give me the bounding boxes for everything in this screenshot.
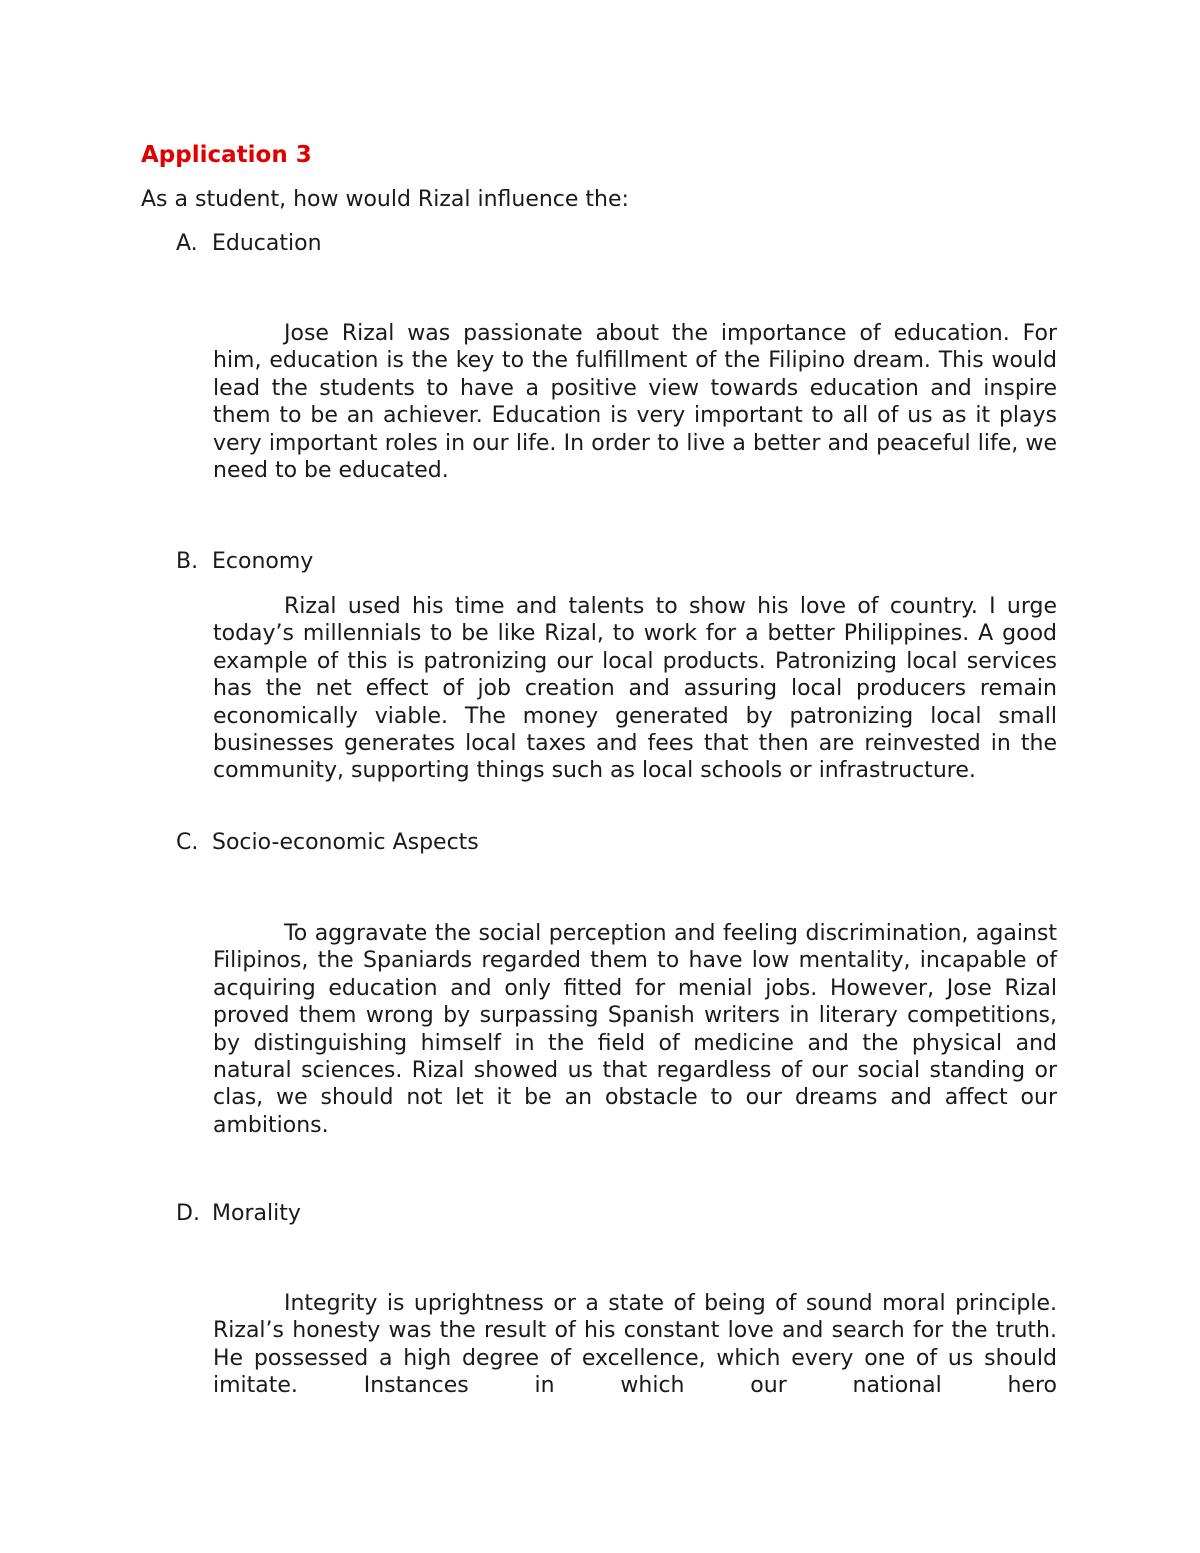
section-title: Socio-economic Aspects xyxy=(212,830,479,855)
section-heading-education xyxy=(176,229,322,259)
section-title: Morality xyxy=(212,1201,301,1226)
document-title: Application 3 xyxy=(141,142,312,168)
section-heading-economy xyxy=(176,547,313,577)
section-heading-socio-economic xyxy=(176,828,479,858)
section-body-socio-economic: To aggravate the social perception and feeling discrimination, against Filipinos, the Spaniards regarded them to have low mentality, incapable of acquiring education and only fitted for menial jobs. However, Jose Rizal proved them wrong by surpassing Spanish writers in literary competitions, by distinguishing himself in the field of medicine and the physical and natural sciences. Rizal showed us that regardless of our social standing or clas, we should not let it be an obstacle to our dreams and affect our ambitions. xyxy=(213,921,1057,1138)
section-body-morality: Integrity is uprightness or a state of being of sound moral principle. Rizal’s honesty was the result of his constant love and search for the truth. He possessed a high degree of excellence, which every one of us should imitate. Instances in which our national hero xyxy=(213,1291,1057,1399)
section-letter: D. xyxy=(176,1201,200,1226)
section-title: Economy xyxy=(212,549,314,574)
question-prompt: As a student, how would Rizal influence the: xyxy=(141,187,629,212)
section-letter: C. xyxy=(176,830,199,855)
section-body-economy: Rizal used his time and talents to show his love of country. I urge today’s millennials to be like Rizal, to work for a better Philippines. A good example of this is patronizing our local products. Patronizing local services has the net effect of job creation and assuring local producers remain economically viable. The money generated by patronizing local small businesses generates local taxes and fees that then are reinvested in the community, supporting things such as local schools or infrastructure. xyxy=(213,594,1057,784)
section-heading-morality xyxy=(176,1199,301,1229)
section-title: Education xyxy=(212,231,322,256)
section-letter: B. xyxy=(176,549,199,574)
section-letter: A. xyxy=(176,231,198,256)
section-body-education: Jose Rizal was passionate about the importance of education. For him, education is the key to the fulfillment of the Filipino dream. This would lead the students to have a positive view towards education and inspire them to be an achiever. Education is very important to all of us as it plays very important roles in our life. In order to live a better and peaceful life, we need to be educated. xyxy=(213,321,1057,484)
